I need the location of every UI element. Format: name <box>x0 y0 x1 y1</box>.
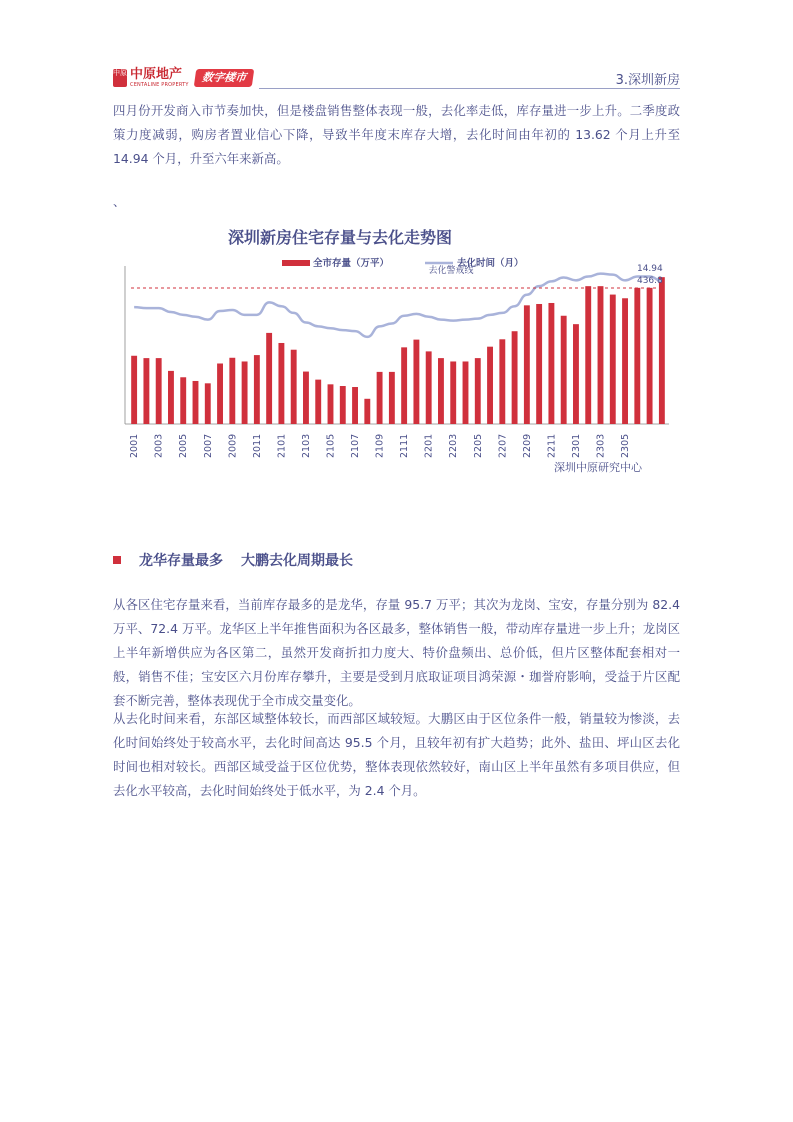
x-tick-label: 2007 <box>202 433 214 458</box>
inventory-bar <box>548 303 554 424</box>
brand-badge: 数字楼市 <box>193 69 254 87</box>
heading-part2: 大鹏去化周期最长 <box>241 553 353 569</box>
stray-mark: 、 <box>113 195 126 209</box>
x-tick-label: 2303 <box>595 433 607 458</box>
intro-paragraph: 四月份开发商入市节奏加快，但是楼盘销售整体表现一般，去化率走低，库存量进一步上升。二季度政策力度减弱，购房者置业信心下降，导致半年度末库存大增，去化时间由年初的 13.62 个月上升至 14.94 个月，升至六年来新高。 <box>113 103 680 166</box>
inventory-bar <box>315 380 321 424</box>
heading-part1: 龙华存量最多 <box>139 553 223 569</box>
district-inventory-paragraph: 从各区住宅存量来看，当前库存最多的是龙华，存量 95.7 万平；其次为龙岗、宝安，存量分别为 82.4 万平、72.4 万平。龙华区上半年推售面积为各区最多，整体销售一般，带动库存量进一步上升；龙岗区上半年新增供应为各区第二，虽然开发商折扣力度大、特价盘频出、总价低，但片区整体配套相对一般，销售不佳；宝安区六月份库存攀升，主要是受到月底取证项目鸿荣源・珈誉府影响，受益于片区配套不断完善，整体表现优于全市成交量变化。 <box>113 597 680 708</box>
inventory-bar <box>659 277 665 424</box>
last-line-value-label: 14.94 <box>636 263 663 274</box>
inventory-bar <box>561 316 567 424</box>
inventory-bar <box>512 331 518 424</box>
company-logo <box>113 66 253 90</box>
x-tick-label: 2301 <box>570 433 582 458</box>
inventory-bar <box>647 288 653 424</box>
legend-bar-label: 全市存量（万平） <box>313 258 390 269</box>
inventory-bar <box>254 355 260 424</box>
inventory-bar <box>438 358 444 424</box>
legend-line-label: 去化时间（月） <box>457 258 524 269</box>
chart-legend <box>282 257 524 269</box>
header-divider <box>259 88 680 89</box>
legend-bar-swatch <box>282 260 310 266</box>
inventory-bar <box>401 347 407 424</box>
warning-label: 去化警戒线 <box>428 266 474 277</box>
inventory-bar <box>143 358 149 424</box>
inventory-bar <box>340 386 346 424</box>
x-tick-label: 2005 <box>178 433 190 458</box>
logo-cn: 中原地产 <box>130 67 183 82</box>
x-tick-label: 2105 <box>325 433 337 458</box>
destocking-time-line <box>134 274 662 337</box>
inventory-bar <box>634 288 640 424</box>
inventory-bar <box>573 324 579 424</box>
inventory-bar <box>168 371 174 424</box>
inventory-bar <box>229 358 235 424</box>
x-tick-label: 2211 <box>546 433 558 458</box>
inventory-bar <box>180 377 186 424</box>
x-tick-label: 2111 <box>399 433 411 458</box>
inventory-bar <box>463 361 469 424</box>
inventory-bar <box>524 305 530 424</box>
inventory-bar <box>205 383 211 424</box>
inventory-bar <box>278 343 284 424</box>
inventory-chart <box>113 218 680 478</box>
chart-source: 深圳中原研究中心 <box>554 461 642 474</box>
section-heading <box>113 550 353 570</box>
inventory-bar <box>328 384 334 424</box>
x-tick-label: 2109 <box>374 433 386 458</box>
inventory-bar <box>266 333 272 424</box>
inventory-bar <box>389 372 395 424</box>
inventory-bar <box>610 295 616 424</box>
x-tick-label: 2009 <box>227 433 239 458</box>
heading-bullet-icon <box>113 556 121 564</box>
inventory-bar <box>622 298 628 424</box>
x-tick-label: 2107 <box>350 433 362 458</box>
x-tick-label: 2203 <box>448 433 460 458</box>
inventory-bar <box>499 339 505 424</box>
inventory-bar <box>242 361 248 424</box>
inventory-bar <box>413 340 419 424</box>
inventory-bar <box>193 381 199 424</box>
x-tick-label: 2103 <box>300 433 312 458</box>
inventory-bar <box>585 286 591 424</box>
x-tick-label: 2001 <box>129 433 141 458</box>
inventory-bar <box>450 361 456 424</box>
section-label: 3.深圳新房 <box>615 73 680 88</box>
x-tick-label: 2207 <box>497 433 509 458</box>
logo-mark: 中原 <box>113 69 127 87</box>
logo-en: CENTALINE PROPERTY <box>130 82 189 88</box>
x-tick-label: 2205 <box>472 433 484 458</box>
x-tick-label: 2209 <box>521 433 533 458</box>
x-tick-label: 2201 <box>423 433 435 458</box>
x-tick-label: 2011 <box>251 433 263 458</box>
inventory-bar <box>475 358 481 424</box>
inventory-bar <box>487 347 493 424</box>
inventory-bar <box>156 358 162 424</box>
inventory-bar <box>377 372 383 424</box>
inventory-bar <box>426 351 432 424</box>
inventory-bar <box>352 387 358 424</box>
x-tick-label: 2101 <box>276 433 288 458</box>
inventory-bar <box>536 304 542 424</box>
inventory-bar <box>131 356 137 424</box>
page-header <box>113 66 680 92</box>
inventory-bar <box>598 286 604 424</box>
destocking-time-paragraph: 从去化时间来看，东部区域整体较长，而西部区域较短。大鹏区由于区位条件一般，销量较为惨淡，去化时间始终处于较高水平，去化时间高达 95.5 个月，且较年初有扩大趋势；此外、盐田、坪山区去化时间也相对较长。西部区域受益于区位优势，整体表现依然较好，南山区上半年虽然有多项目供应，但去化水平较高，去化时间始终处于低水平，为 2.4 个月。 <box>113 711 680 798</box>
x-tick-label: 2305 <box>620 433 632 458</box>
last-bar-value-label: 436.8 <box>636 276 663 287</box>
x-tick-label: 2003 <box>153 433 165 458</box>
inventory-bar <box>364 399 370 424</box>
inventory-bar <box>217 363 223 424</box>
chart-title: 深圳新房住宅存量与去化走势图 <box>227 228 453 247</box>
inventory-bar <box>291 350 297 424</box>
inventory-bar <box>303 372 309 424</box>
